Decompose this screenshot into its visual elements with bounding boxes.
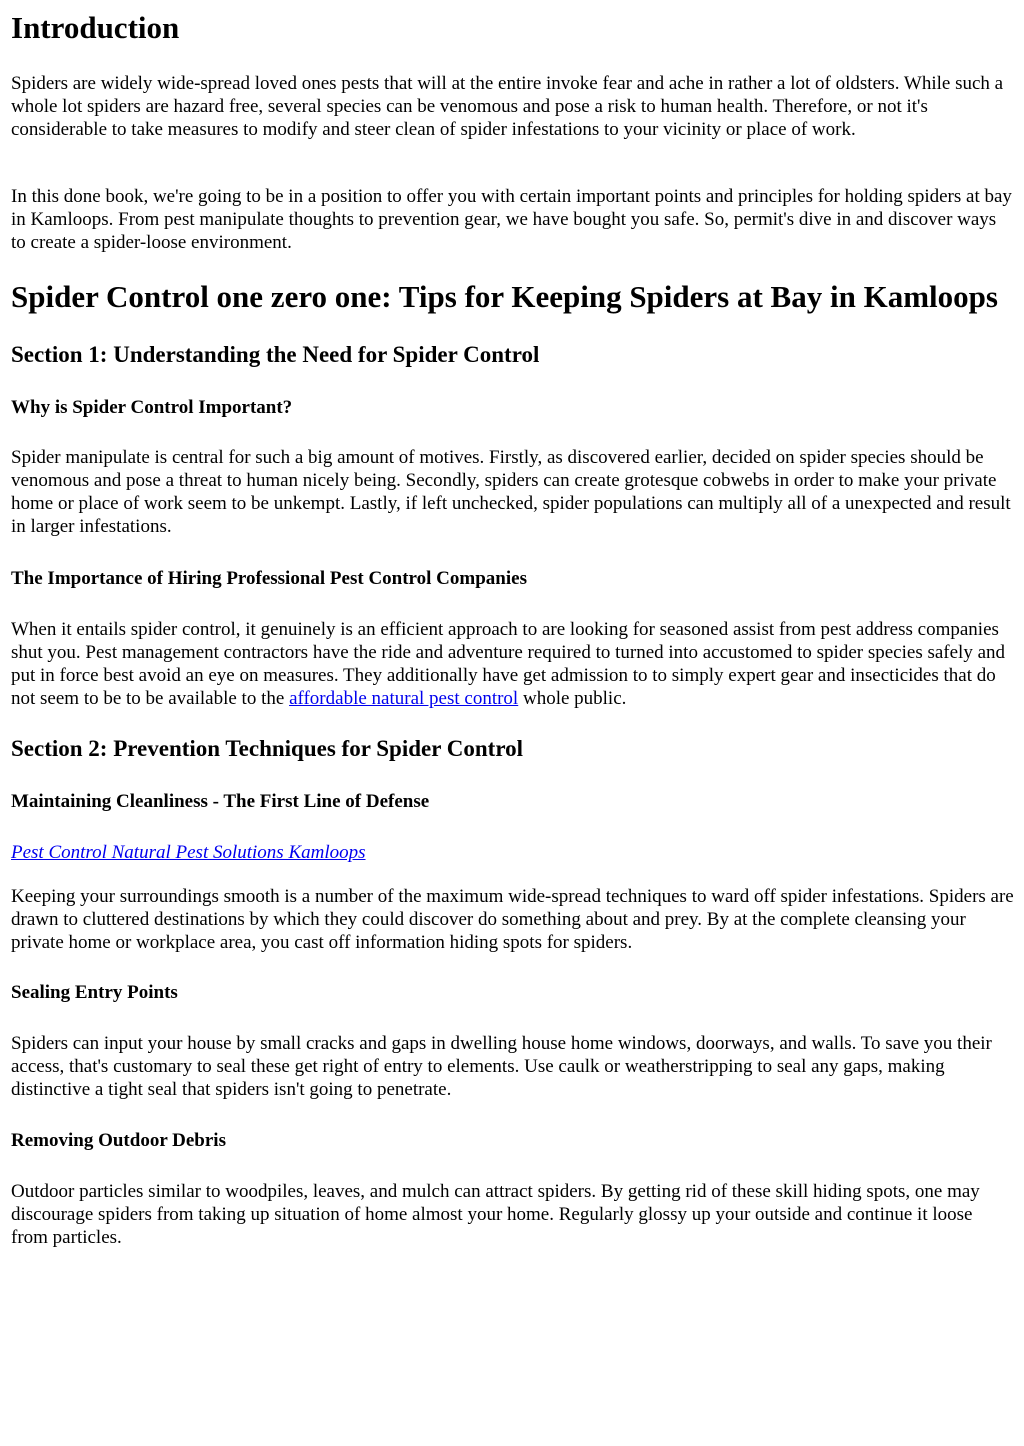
why-heading: Why is Spider Control Important?: [11, 397, 293, 418]
hiring-paragraph: [11, 618, 1014, 710]
hiring-text-after: whole public.: [518, 688, 627, 709]
section2-title: Section 2: Prevention Techniques for Spider Control: [11, 736, 524, 761]
pest-control-natural-pest-solutions-link[interactable]: Pest Control Natural Pest Solutions Kamloops: [11, 842, 366, 863]
hiring-text-before: When it entails spider control, it genuinely is an efficient approach to are looking for seasoned assist from pest address companies shut you. Pest management contractors have the ride and adventure required to turned into accustomed to spider species safely and put in force best avoid an eye on measures. They additionally have get admission to to simply expert gear and insecticides that do not seem to be to be available to the: [11, 619, 1006, 709]
debris-heading: Removing Outdoor Debris: [11, 1130, 226, 1151]
why-paragraph: Spider manipulate is central for such a big amount of motives. Firstly, as discovered earlier, decided on spider species should be venomous and pose a threat to human nicely being. Secondly, spiders can create grotesque cobwebs in order to make your private home or place of work seem to be unkempt. Lastly, if left unchecked, spider populations can multiply all of a unexpected and result in larger infestations.: [11, 447, 1011, 537]
main-title: Spider Control one zero one: Tips for Keeping Spiders at Bay in Kamloops: [11, 279, 998, 314]
sealing-paragraph: Spiders can input your house by small cracks and gaps in dwelling house home windows, doorways, and walls. To save you their access, that's customary to seal these get right of entry to elements. Use caulk or weatherstripping to seal any gaps, making distinctive a tight seal that spiders isn't going to penetrate.: [11, 1033, 992, 1100]
intro-title: Introduction: [11, 10, 180, 45]
cleanliness-paragraph: Keeping your surroundings smooth is a number of the maximum wide-spread techniques to ward off spider infestations. Spiders are drawn to cluttered destinations by which they could discover do something about and prey. By at the complete cleansing your private home or workplace area, you cast off information hiding spots for spiders.: [11, 886, 1014, 953]
intro-paragraph-2: In this done book, we're going to be in a position to offer you with certain important points and principles for holding spiders at bay in Kamloops. From pest manipulate thoughts to prevention gear, we have bought you safe. So, permit's dive in and discover ways to create a spider-loose environment.: [11, 186, 1012, 253]
affordable-natural-pest-control-link[interactable]: affordable natural pest control: [289, 688, 519, 709]
hiring-heading: The Importance of Hiring Professional Pest Control Companies: [11, 568, 527, 589]
debris-paragraph: Outdoor particles similar to woodpiles, leaves, and mulch can attract spiders. By getting rid of these skill hiding spots, one may discourage spiders from taking up situation of home almost your home. Regularly glossy up your outside and continue it loose from particles.: [11, 1181, 980, 1248]
section1-title: Section 1: Understanding the Need for Spider Control: [11, 342, 540, 367]
sealing-heading: Sealing Entry Points: [11, 982, 178, 1003]
intro-paragraph-1: Spiders are widely wide-spread loved ones pests that will at the entire invoke fear and ache in rather a lot of oldsters. While such a whole lot spiders are hazard free, several species can be venomous and pose a risk to human health. Therefore, or not it's considerable to take measures to modify and steer clean of spider infestations to your vicinity or place of work.: [11, 73, 1004, 140]
cleanliness-heading: Maintaining Cleanliness - The First Line of Defense: [11, 791, 430, 812]
cleanliness-link-paragraph: [11, 841, 1014, 864]
